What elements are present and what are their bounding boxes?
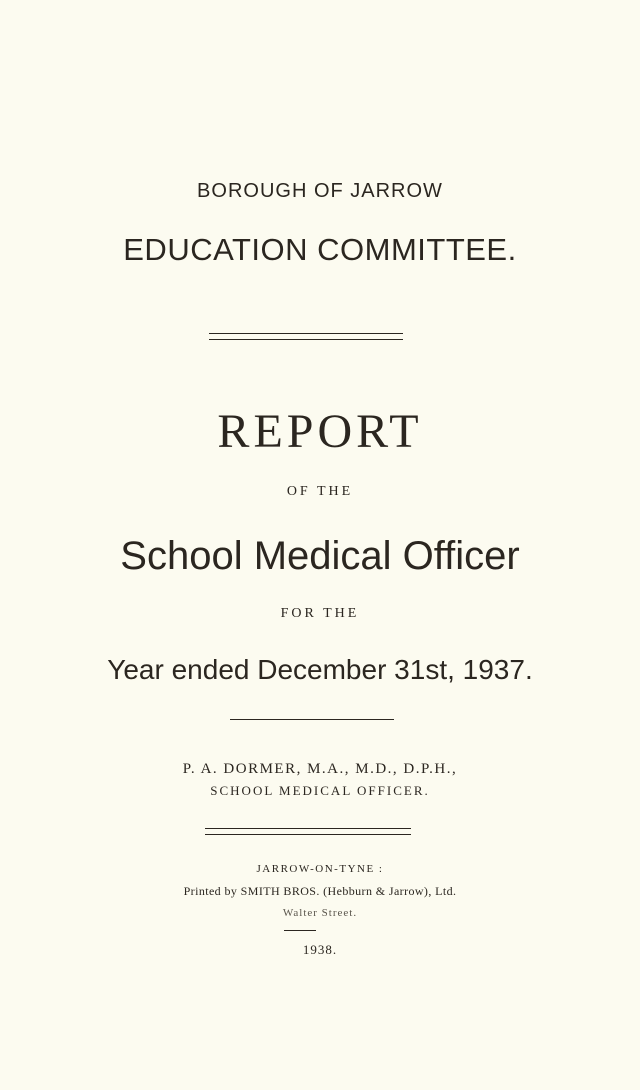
short-rule: [284, 930, 316, 931]
imprint-street: Walter Street.: [282, 907, 358, 919]
report-title: REPORT: [217, 405, 423, 458]
borough-heading: BOROUGH OF JARROW: [197, 180, 443, 202]
author-title: SCHOOL MEDICAL OFFICER.: [210, 783, 430, 798]
imprint-place: JARROW-ON-TYNE :: [256, 863, 384, 875]
imprint-year: 1938.: [302, 942, 338, 957]
middle-rule: [230, 719, 394, 720]
lower-double-rule: [205, 828, 411, 835]
imprint-printer: Printed by SMITH BROS. (Hebburn & Jarrow), Ltd.: [183, 884, 457, 898]
for-the-text: FOR THE: [280, 606, 360, 621]
committee-heading: EDUCATION COMMITTEE.: [123, 232, 517, 267]
author-name: P. A. DORMER, M.A., M.D., D.P.H.,: [182, 761, 458, 777]
top-double-rule: [209, 333, 403, 340]
of-the-text: OF THE: [286, 484, 354, 499]
officer-title: School Medical Officer: [120, 534, 520, 578]
year-line: Year ended December 31st, 1937.: [107, 654, 533, 685]
